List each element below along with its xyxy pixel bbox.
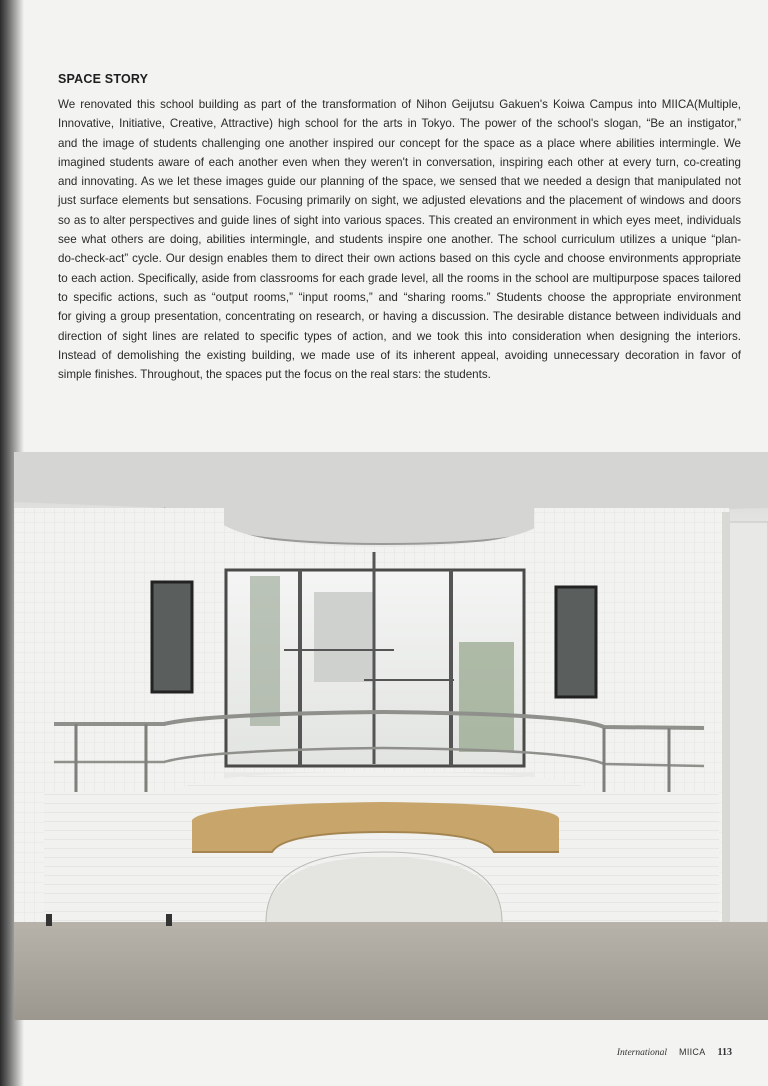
page-number: 113 — [717, 1047, 732, 1058]
article-body — [58, 95, 741, 384]
body-line: for giving a group presentation, concentrating on research, or having a discussion. The desirable distance between individuals and — [58, 310, 741, 324]
footer-project: MIICA — [679, 1047, 706, 1057]
page-footer — [617, 1047, 732, 1058]
interior-photo — [14, 452, 768, 1020]
section-heading: SPACE STORY — [58, 72, 149, 86]
body-line: simple finishes. Throughout, the spaces put the focus on the real stars: the students. — [58, 368, 491, 382]
body-line: to each action. Specifically, aside from classrooms for each grade level, all the rooms in the school are multipurpose spaces tailored — [58, 271, 741, 285]
body-line: and the image of students challenging one another inspired our concept for the space as a place where abilities intermingle. We — [58, 136, 741, 150]
body-line: to specific actions, such as “output rooms,” “input rooms,” and “sharing rooms.” Students choose the appropriate environment — [58, 290, 741, 304]
body-line: direction of sight lines are related to specific types of action, and we took this into consideration when designing the interiors. — [58, 329, 741, 343]
footer-section: International — [616, 1048, 668, 1058]
body-line: Innovative, Initiative, Creative, Attractive) high school for the arts in Tokyo. The power of the school's slogan, “Be an instigator,” — [58, 117, 741, 131]
body-line: Instead of demolishing the existing building, we made use of its inherent appeal, avoiding unnecessary decoration in favor of — [58, 348, 741, 362]
body-line: so as to alter perspectives and guide lines of sight into various spaces. This created an environment in which eyes meet, individuals — [58, 213, 741, 227]
body-line: We renovated this school building as part of the transformation of Nihon Geijutsu Gakuen's Koiwa Campus into MIICA(Multiple, — [58, 98, 741, 111]
body-line: just surface elements but sensations. Focusing primarily on sight, we adjusted elevations and the placement of windows and doors — [58, 194, 741, 208]
body-line: and innovating. As we let these images guide our planning of the space, we sensed that we needed a design that manipulated not — [58, 175, 741, 189]
body-line: do-check-act” cycle. Our design enables them to direct their own actions based on this cycle and choose environments appropriate — [58, 252, 741, 266]
body-line: imagined students aware of each another even when they weren't in conversation, inspiring each other at every turn, co-creating — [58, 155, 741, 169]
body-line: see what others are doing, abilities intermingle, and students inspire one another. The school curriculum utilizes a unique “plan- — [58, 233, 741, 247]
interior-photo-illustration — [14, 452, 768, 1020]
